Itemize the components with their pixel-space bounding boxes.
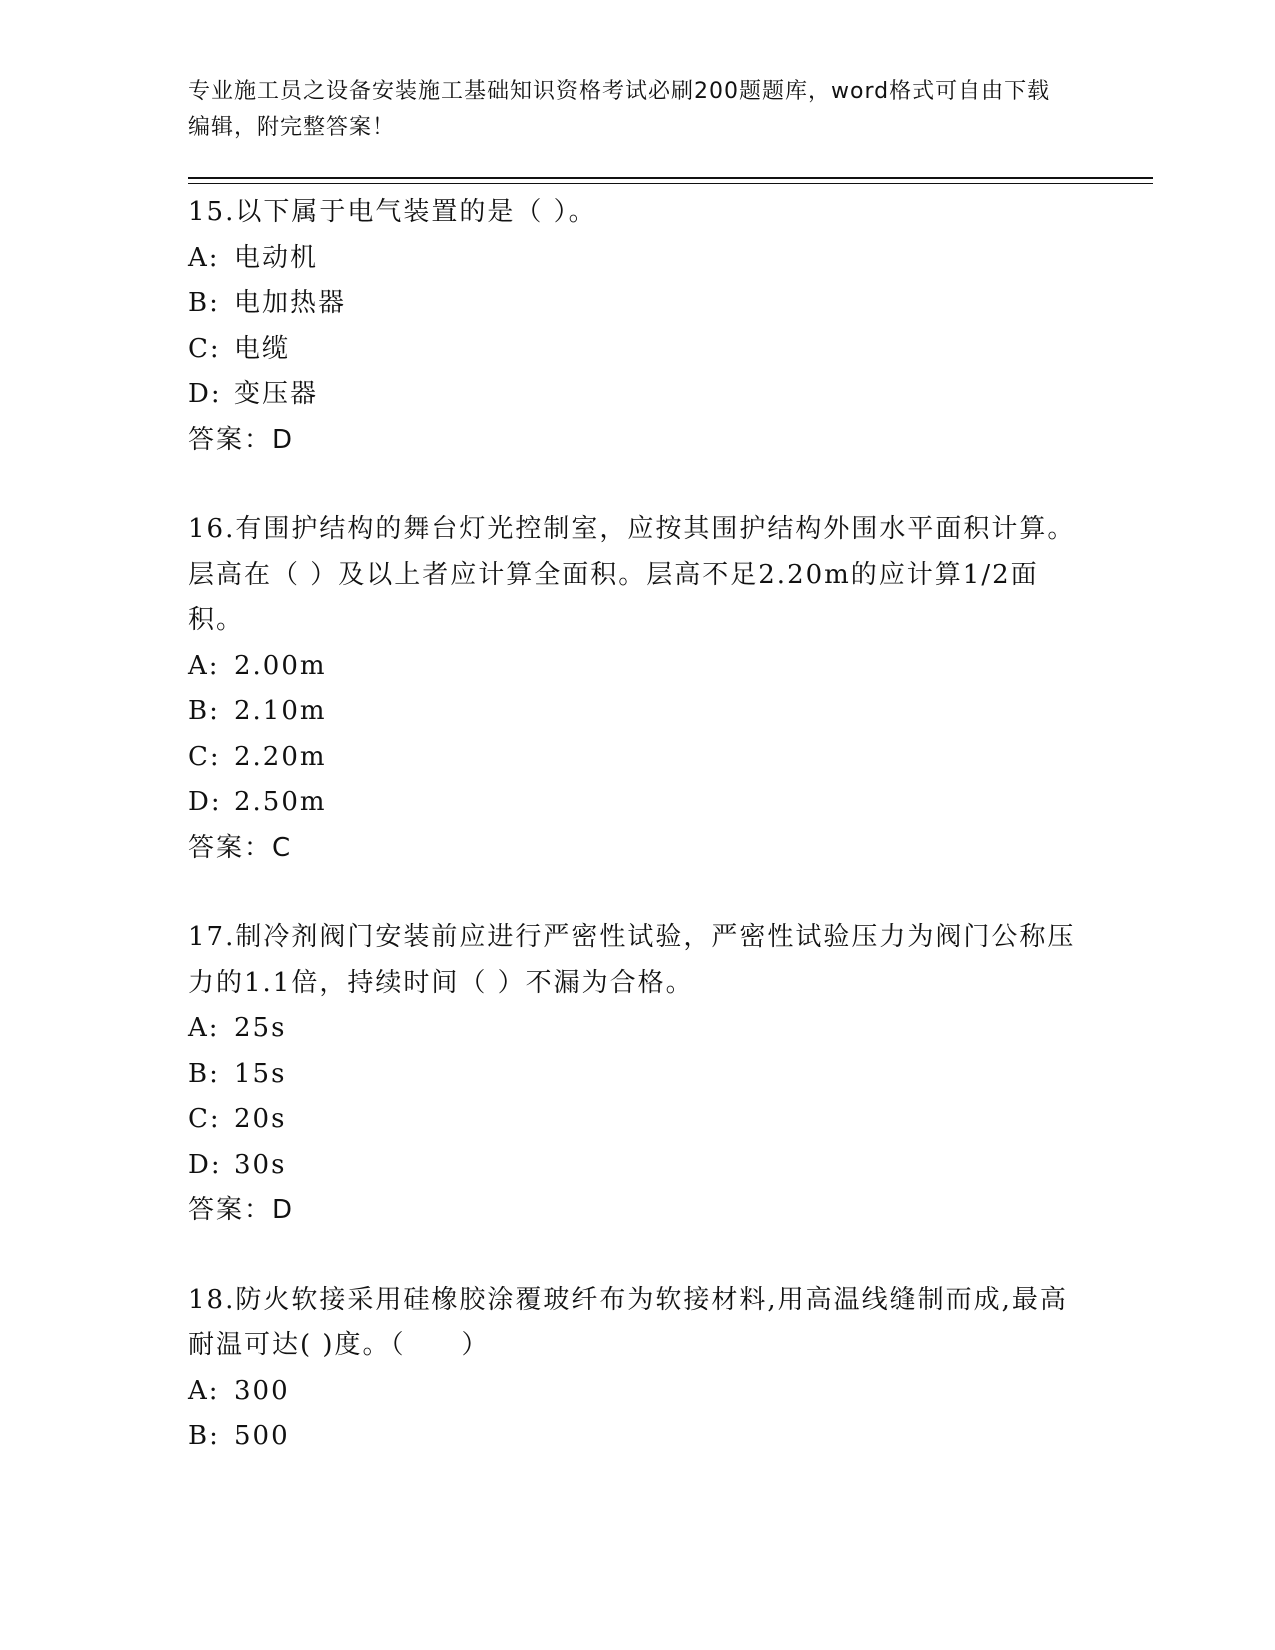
option-text: 20s [234, 1104, 287, 1134]
option-text: 电加热器 [234, 288, 347, 318]
option-text: 变压器 [234, 379, 319, 409]
option-letter: B: [188, 1421, 220, 1451]
option-text: 2.20m [234, 741, 327, 772]
question-list [188, 190, 1088, 1504]
option-text: 电缆 [234, 333, 291, 364]
option-letter: A: [188, 1375, 220, 1406]
option-letter: A: [188, 242, 220, 273]
option-letter: D: [188, 787, 222, 817]
header-divider-thin [188, 183, 1153, 184]
option-a [188, 644, 1088, 690]
option-text: 2.50m [234, 787, 327, 817]
question-15 [188, 190, 1088, 463]
option-letter: A: [188, 1013, 220, 1043]
question-18 [188, 1278, 1088, 1460]
answer: 答案：D [188, 1195, 295, 1225]
option-text: 2.10m [234, 696, 327, 726]
question-stem: 15.以下属于电气装置的是（ ）。 [188, 197, 597, 227]
option-text: 300 [234, 1375, 290, 1406]
answer: 答案：D [188, 424, 295, 455]
header-divider [188, 177, 1153, 179]
option-letter: B: [188, 1058, 220, 1089]
option-a [188, 1369, 1088, 1415]
option-text: 25s [234, 1013, 287, 1043]
document-header: 专业施工员之设备安装施工基础知识资格考试必刷200题题库，word格式可自由下载编辑，附完整答案！ [188, 79, 1051, 140]
option-b [188, 1052, 1088, 1098]
option-d [188, 372, 1088, 418]
option-c [188, 327, 1088, 373]
option-a [188, 236, 1088, 282]
question-stem: 18.防火软接采用硅橡胶涂覆玻纤布为软接材料,用高温线缝制而成,最高耐温可达( )度。（ ） [188, 1284, 1068, 1360]
option-d [188, 1143, 1088, 1189]
option-text: 15s [234, 1058, 287, 1089]
option-letter: B: [188, 696, 220, 726]
option-letter: C: [188, 1104, 221, 1134]
option-b [188, 689, 1088, 735]
option-d [188, 780, 1088, 826]
option-c [188, 1097, 1088, 1143]
question-stem: 17.制冷剂阀门安装前应进行严密性试验，严密性试验压力为阀门公称压力的1.1倍，持续时间（ ）不漏为合格。 [188, 922, 1076, 998]
option-letter: D: [188, 379, 222, 409]
option-letter: A: [188, 650, 220, 681]
option-a [188, 1006, 1088, 1052]
question-stem: 16.有围护结构的舞台灯光控制室，应按其围护结构外围水平面积计算。层高在（ ）及以上者应计算全面积。层高不足2.20m的应计算1/2面积。 [188, 514, 1076, 635]
option-text: 500 [234, 1421, 290, 1451]
question-16 [188, 507, 1088, 871]
option-text: 电动机 [234, 242, 319, 273]
option-letter: C: [188, 333, 221, 364]
option-letter: C: [188, 741, 221, 772]
question-17 [188, 915, 1088, 1234]
option-b [188, 1414, 1088, 1460]
option-c [188, 735, 1088, 781]
answer: 答案：C [188, 832, 293, 863]
option-letter: D: [188, 1149, 222, 1180]
option-text: 2.00m [234, 650, 327, 681]
option-letter: B: [188, 288, 220, 318]
option-text: 30s [234, 1149, 287, 1180]
option-b [188, 281, 1088, 327]
